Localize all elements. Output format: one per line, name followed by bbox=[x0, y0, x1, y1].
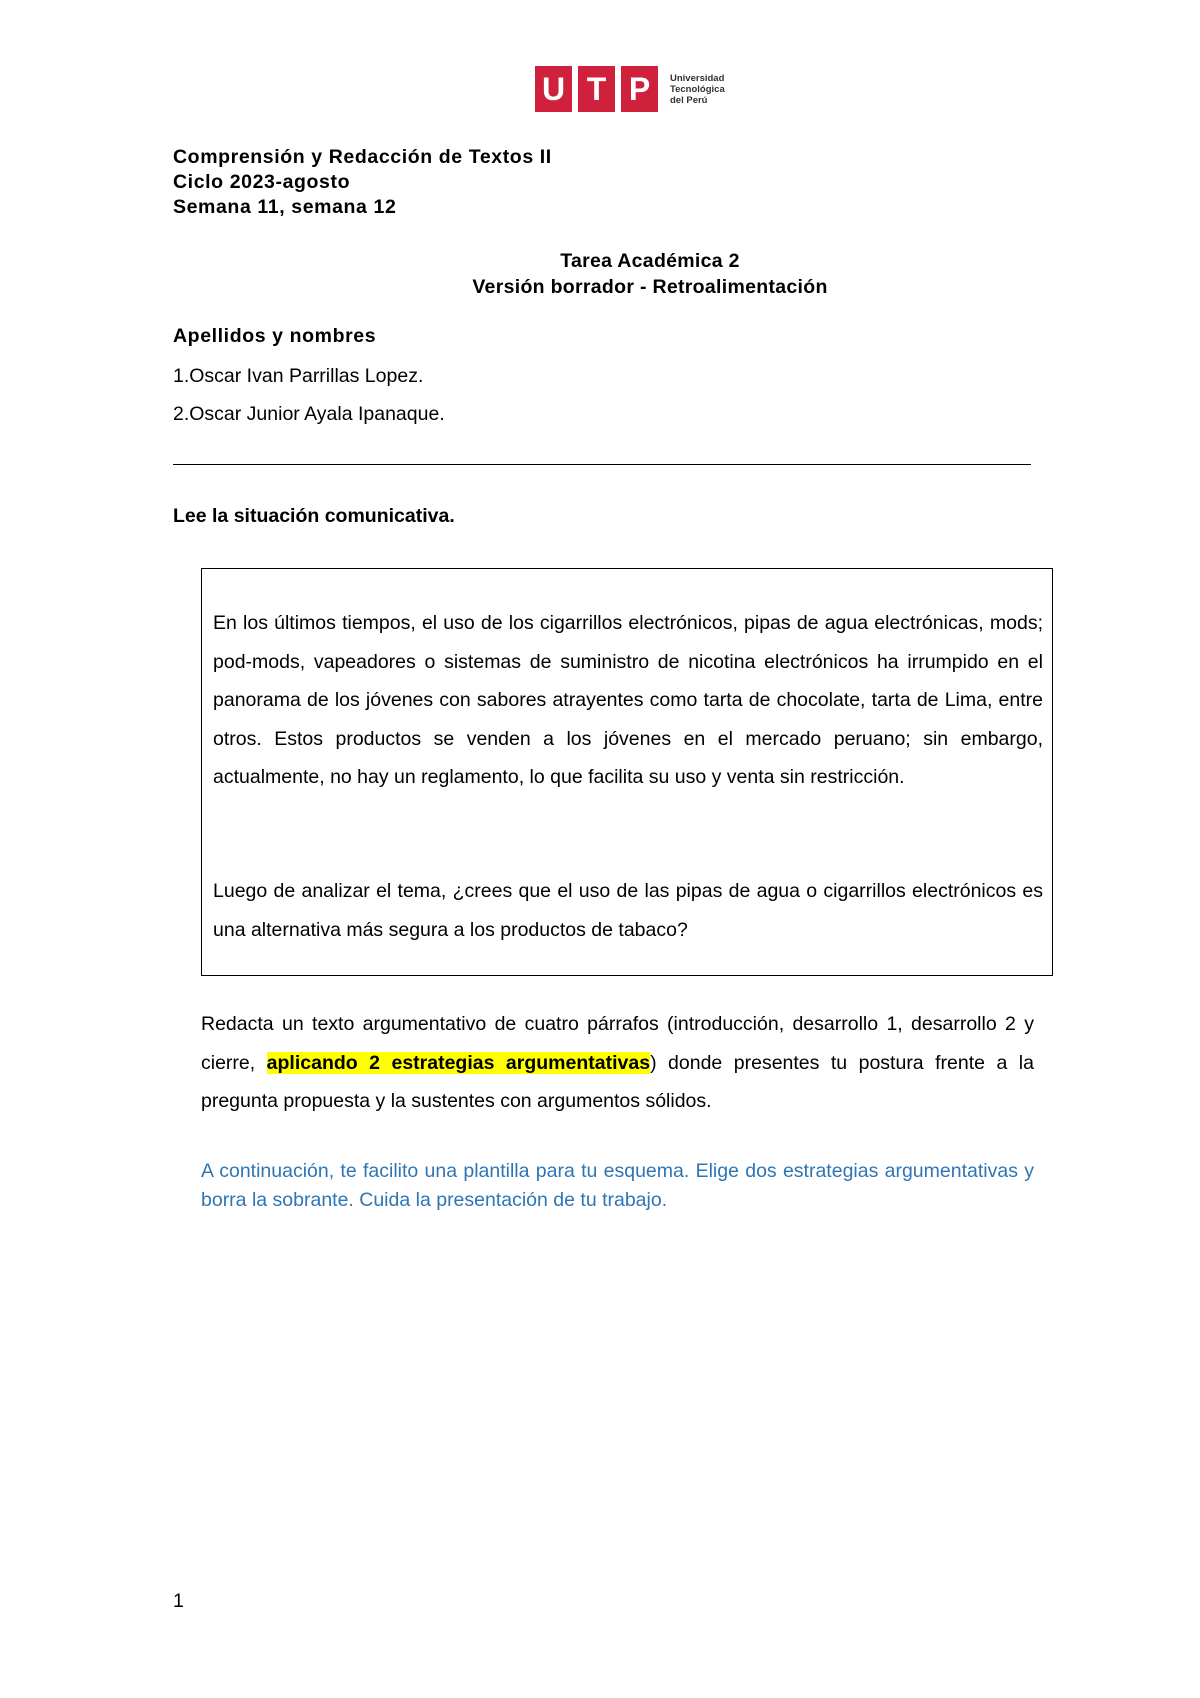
course-name: Comprensión y Redacción de Textos II bbox=[173, 146, 552, 168]
student-name-2: 2.Oscar Junior Ayala Ipanaque. bbox=[173, 403, 445, 425]
course-cycle: Ciclo 2023-agosto bbox=[173, 171, 351, 193]
title-line-1: Tarea Académica 2 bbox=[560, 250, 740, 272]
course-header bbox=[173, 145, 552, 220]
logo-university-name: Universidad Tecnológica del Perú bbox=[670, 72, 725, 106]
title-line-2: Versión borrador - Retroalimentación bbox=[472, 276, 828, 298]
logo-letter-t: T bbox=[578, 66, 615, 112]
logo-letter-p: P bbox=[621, 66, 658, 112]
task-highlight: aplicando 2 estrategias argumentativas bbox=[266, 1051, 651, 1074]
task-text-before: Redacta un texto argumentativo de cuatro párrafos (introducción, desarrollo 1, desarrollo 2 y cierre, bbox=[201, 1013, 1034, 1074]
course-weeks: Semana 11, semana 12 bbox=[173, 196, 397, 218]
situation-paragraph-2: Luego de analizar el tema, ¿crees que el uso de las pipas de agua o cigarrillos electrónicos es una alternativa más segura a los productos de tabaco? bbox=[213, 880, 1043, 941]
names-heading: Apellidos y nombres bbox=[173, 325, 377, 347]
assignment-title bbox=[0, 248, 1200, 300]
utp-logo bbox=[535, 66, 725, 112]
template-note: A continuación, te facilito una plantilla para tu esquema. Elige dos estrategias argumentativas y borra la sobrante. Cuida la presentación de tu trabajo. bbox=[201, 1160, 1034, 1211]
separator-line bbox=[173, 464, 1031, 465]
page-number: 1 bbox=[173, 1590, 184, 1612]
student-name-1: 1.Oscar Ivan Parrillas Lopez. bbox=[173, 365, 424, 387]
task-text-after: ) donde presentes tu postura frente a la pregunta propuesta y la sustentes con argumentos sólidos. bbox=[201, 1051, 1034, 1112]
instruction-heading: Lee la situación comunicativa. bbox=[173, 505, 455, 527]
situation-paragraph-1: En los últimos tiempos, el uso de los cigarrillos electrónicos, pipas de agua electrónicas, mods; pod-mods, vapeadores o sistemas de suministro de nicotina electrónicos ha irrumpido en el panorama de los jóvenes con sabores atrayentes como tarta de chocolate, tarta de Lima, entre otros. Estos productos se venden a los jóvenes en el mercado peruano; sin embargo, actualmente, no hay un reglamento, lo que facilita su uso y venta sin restricción. bbox=[213, 612, 1043, 788]
task-paragraph bbox=[201, 1005, 1034, 1121]
logo-letter-u: U bbox=[535, 66, 572, 112]
situation-box bbox=[201, 568, 1053, 976]
